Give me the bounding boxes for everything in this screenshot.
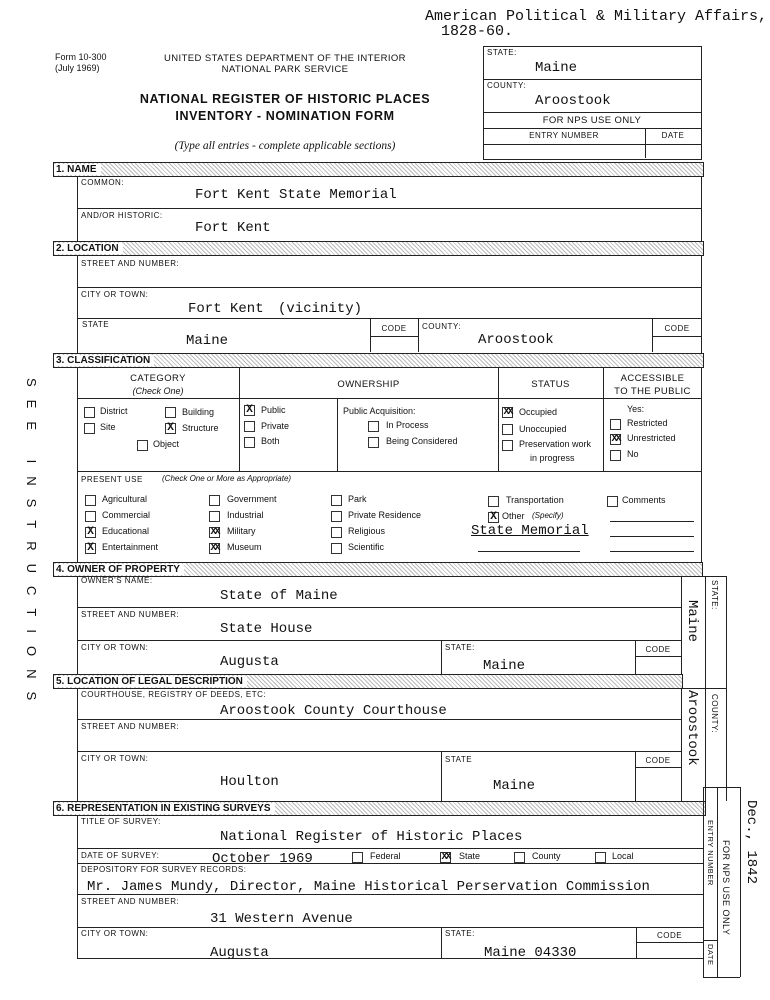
religious-checkbox[interactable] [331, 527, 342, 538]
service-name: NATIONAL PARK SERVICE [221, 64, 349, 75]
side-date-annotation: Dec., 1842 [743, 800, 759, 885]
transportation-checkbox[interactable] [488, 496, 499, 507]
nps-state-value: Maine [535, 60, 578, 76]
industrial-label: Industrial [227, 510, 264, 520]
government-checkbox[interactable] [209, 495, 220, 506]
government-label: Government [227, 494, 277, 504]
nps-use-only: FOR NPS USE ONLY [542, 115, 642, 126]
accessible-yes-label: Yes: [627, 404, 645, 414]
entertainment-checkbox[interactable]: X [85, 543, 96, 554]
military-checkbox[interactable]: XX [210, 527, 219, 538]
owner-street-value: State House [220, 621, 313, 637]
legal-state-value: Maine [493, 778, 536, 794]
accessible-no-checkbox[interactable] [610, 450, 621, 461]
building-label: Building [182, 407, 215, 417]
owner-street-label: STREET AND NUMBER: [81, 610, 180, 619]
other-checkbox[interactable]: X [488, 512, 499, 523]
nps-entry-number-label: ENTRY NUMBER [529, 131, 599, 140]
depository-street-value: 31 Western Avenue [210, 911, 353, 927]
depository-state-label: STATE: [445, 929, 475, 938]
county-survey-label: County [532, 851, 561, 861]
section-3-header: 3. CLASSIFICATION [53, 353, 704, 368]
object-label: Object [153, 439, 180, 449]
other-specify-value: State Memorial [471, 523, 589, 539]
side-county-value: Aroostook [684, 690, 700, 766]
form-instruction: (Type all entries - complete applicable sections) [174, 140, 396, 152]
legal-city-label: CITY OR TOWN: [81, 754, 149, 763]
restricted-label: Restricted [627, 418, 668, 428]
category-check-one: (Check One) [132, 386, 184, 396]
common-name-value: Fort Kent State Memorial [195, 187, 397, 203]
both-checkbox[interactable] [244, 437, 255, 448]
park-checkbox[interactable] [331, 495, 342, 506]
location-state-code-label: CODE [381, 324, 407, 333]
survey-date-value: October 1969 [212, 851, 313, 867]
depository-city-value: Augusta [210, 945, 269, 961]
status-header: STATUS [531, 379, 570, 390]
state-survey-label: State [459, 851, 481, 861]
section-6-header: 6. REPRESENTATION IN EXISTING SURVEYS [53, 801, 706, 816]
form-date: (July 1969) [55, 63, 100, 73]
commercial-label: Commercial [102, 510, 151, 520]
archival-annotation-line2: 1828-60. [441, 23, 514, 40]
local-survey-label: Local [612, 851, 634, 861]
legal-code-label: CODE [645, 756, 671, 765]
both-label: Both [261, 436, 280, 446]
depository-street-label: STREET AND NUMBER: [81, 897, 180, 906]
location-county-label: COUNTY: [422, 322, 462, 331]
site-checkbox[interactable] [84, 423, 95, 434]
common-label: COMMON: [81, 178, 125, 187]
survey-date-label: DATE OF SURVEY: [81, 851, 160, 860]
side-state-value: Maine [684, 600, 700, 643]
courthouse-label: COURTHOUSE, REGISTRY OF DEEDS, ETC: [81, 690, 267, 699]
unoccupied-checkbox[interactable] [502, 424, 513, 435]
form-number: Form 10-300 [55, 52, 107, 62]
accessible-header-1: ACCESSIBLE [620, 373, 685, 384]
legal-state-label: STATE [445, 755, 473, 764]
owner-code-label: CODE [645, 645, 671, 654]
archival-annotation-line1: American Political & Military Affairs, [425, 8, 768, 25]
transportation-label: Transportation [506, 495, 564, 505]
owner-name-label: OWNER'S NAME: [81, 576, 153, 585]
depository-state-value: Maine 04330 [484, 945, 577, 961]
educational-label: Educational [102, 526, 150, 536]
accessible-header-2: TO THE PUBLIC [614, 386, 691, 397]
legal-city-value: Houlton [220, 774, 279, 790]
local-survey-checkbox[interactable] [595, 852, 606, 863]
occupied-label: Occupied [519, 407, 558, 417]
public-checkbox[interactable]: X [244, 405, 255, 416]
section-4-header: 4. OWNER OF PROPERTY [53, 562, 703, 577]
object-checkbox[interactable] [137, 440, 148, 451]
nps-county-label: COUNTY: [487, 81, 527, 90]
owner-state-label: STATE: [445, 643, 475, 652]
location-vicinity: (vicinity) [278, 301, 363, 317]
depository-city-label: CITY OR TOWN: [81, 929, 149, 938]
occupied-checkbox[interactable]: XX [503, 407, 512, 418]
county-survey-checkbox[interactable] [514, 852, 525, 863]
agricultural-checkbox[interactable] [85, 495, 96, 506]
depository-label: DEPOSITORY FOR SURVEY RECORDS: [81, 865, 247, 874]
private-residence-label: Private Residence [348, 510, 422, 520]
present-use-note: (Check One or More as Appropriate) [162, 474, 292, 483]
side-entry-number-label: ENTRY NUMBER [706, 820, 715, 886]
entertainment-label: Entertainment [102, 542, 159, 552]
section-5-header: 5. LOCATION OF LEGAL DESCRIPTION [53, 674, 683, 689]
location-county-code-label: CODE [664, 324, 690, 333]
legal-street-label: STREET AND NUMBER: [81, 722, 180, 731]
structure-checkbox[interactable]: X [165, 423, 176, 434]
preservation-label-1: Preservation work [519, 439, 592, 449]
ownership-header: OWNERSHIP [337, 379, 400, 390]
survey-title-label: TITLE OF SURVEY: [81, 817, 161, 826]
nps-county-value: Aroostook [535, 93, 611, 109]
comments-checkbox[interactable] [607, 496, 618, 507]
location-city-value: Fort Kent [188, 301, 264, 317]
owner-city-value: Augusta [220, 654, 279, 670]
state-survey-checkbox[interactable]: XX [441, 852, 450, 863]
unrestricted-checkbox[interactable]: XX [611, 434, 620, 445]
being-considered-label: Being Considered [386, 436, 458, 446]
museum-checkbox[interactable]: XX [210, 543, 219, 554]
military-label: Military [227, 526, 256, 536]
side-county-label: COUNTY: [710, 694, 719, 734]
district-label: District [100, 406, 128, 416]
restricted-checkbox[interactable] [610, 419, 621, 430]
commercial-checkbox[interactable] [85, 511, 96, 522]
accessible-no-label: No [627, 449, 639, 459]
private-label: Private [261, 421, 290, 431]
site-label: Site [100, 422, 116, 432]
owner-state-value: Maine [483, 658, 526, 674]
educational-checkbox[interactable]: X [85, 527, 96, 538]
location-state-value: Maine [186, 333, 229, 349]
scientific-label: Scientific [348, 542, 385, 552]
industrial-checkbox[interactable] [209, 511, 220, 522]
comments-label: Comments [622, 495, 666, 505]
park-label: Park [348, 494, 367, 504]
building-checkbox[interactable] [165, 407, 176, 418]
other-label: Other [502, 511, 525, 521]
category-header: CATEGORY [130, 373, 186, 384]
location-street-label: STREET AND NUMBER: [81, 259, 180, 268]
scientific-checkbox[interactable] [331, 543, 342, 554]
owner-city-label: CITY OR TOWN: [81, 643, 149, 652]
federal-checkbox[interactable] [352, 852, 363, 863]
structure-label: Structure [182, 423, 219, 433]
unoccupied-label: Unoccupied [519, 424, 567, 434]
section-2-header: 2. LOCATION [53, 241, 704, 256]
in-process-checkbox[interactable] [368, 421, 379, 432]
museum-label: Museum [227, 542, 262, 552]
being-considered-checkbox[interactable] [368, 437, 379, 448]
public-label: Public [261, 405, 286, 415]
survey-title-value: National Register of Historic Places [220, 829, 523, 845]
location-state-label: STATE [82, 320, 110, 329]
owner-name-value: State of Maine [220, 588, 338, 604]
historic-name-value: Fort Kent [195, 220, 271, 236]
form-title: NATIONAL REGISTER OF HISTORIC PLACES [139, 92, 431, 106]
private-residence-checkbox[interactable] [331, 511, 342, 522]
side-date-label: DATE [706, 944, 715, 966]
present-use-label: PRESENT USE [81, 475, 143, 484]
private-checkbox[interactable] [244, 421, 255, 432]
unrestricted-label: Unrestricted [627, 433, 676, 443]
preservation-checkbox[interactable] [502, 440, 513, 451]
location-county-value: Aroostook [478, 332, 554, 348]
agricultural-label: Agricultural [102, 494, 148, 504]
courthouse-value: Aroostook County Courthouse [220, 703, 447, 719]
nps-state-label: STATE: [487, 48, 517, 57]
depository-value: Mr. James Mundy, Director, Maine Historical Perservation Commission [87, 879, 650, 895]
religious-label: Religious [348, 526, 386, 536]
side-state-label: STATE: [710, 580, 719, 610]
district-checkbox[interactable] [84, 407, 95, 418]
department-name: UNITED STATES DEPARTMENT OF THE INTERIOR [164, 53, 406, 64]
in-process-label: In Process [386, 420, 429, 430]
nps-date-label: DATE [661, 131, 685, 140]
federal-label: Federal [370, 851, 401, 861]
other-specify-label: (Specify) [532, 511, 564, 520]
form-subtitle: INVENTORY - NOMINATION FORM [175, 109, 395, 123]
depository-code-label: CODE [656, 931, 683, 940]
preservation-label-2: in progress [530, 453, 575, 463]
location-city-label: CITY OR TOWN: [81, 290, 149, 299]
historic-label: AND/OR HISTORIC: [81, 211, 163, 220]
section-1-header: 1. NAME [53, 162, 704, 177]
public-acquisition-label: Public Acquisition: [343, 406, 416, 416]
see-instructions-side-text: SEE INSTRUCTIONS [24, 378, 39, 714]
side-nps-use-only: FOR NPS USE ONLY [721, 840, 731, 936]
